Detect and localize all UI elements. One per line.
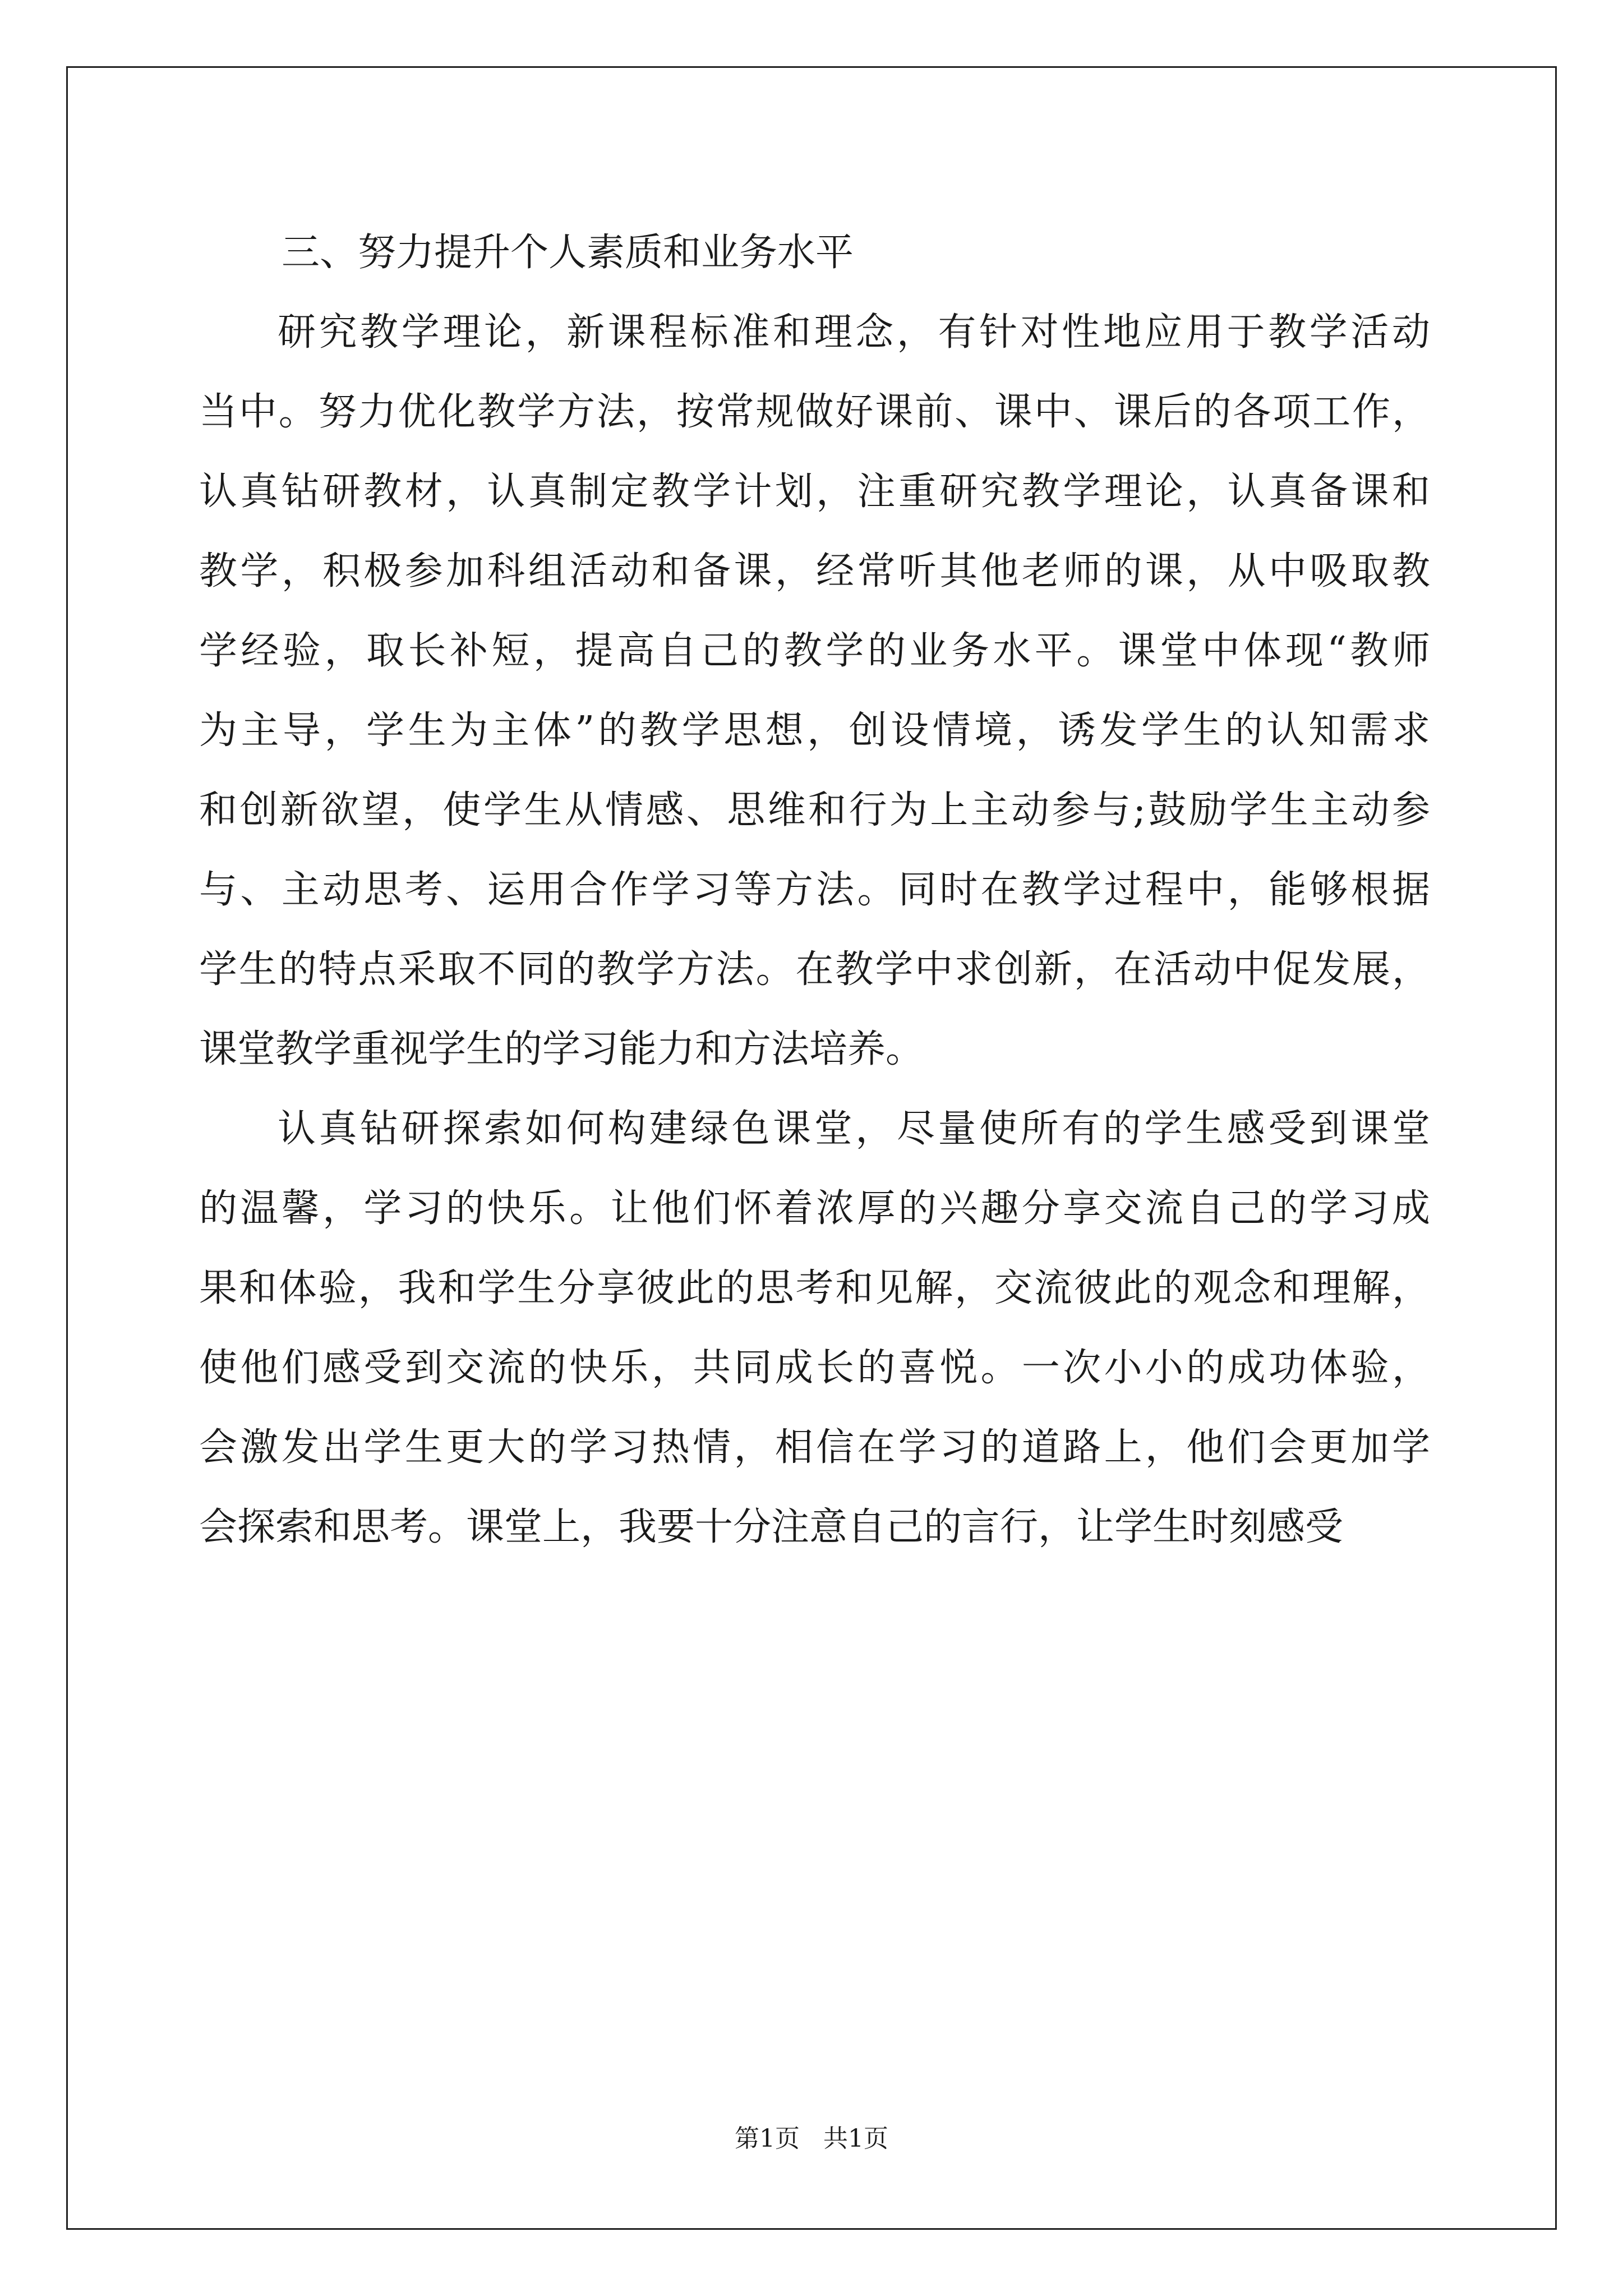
paragraph-line: 学生的特点采取不同的教学方法。在教学中求创新，在活动中促发展， — [199, 947, 1430, 992]
paragraph-line: 与、主动思考、运用合作学习等方法。同时在教学过程中，能够根据 — [199, 868, 1430, 912]
paragraph-line: 的温馨，学习的快乐。让他们怀着浓厚的兴趣分享交流自己的学习成 — [199, 1186, 1430, 1231]
paragraph-line: 研究教学理论，新课程标准和理念，有针对性地应用于教学活动 — [278, 310, 1430, 355]
document-body — [199, 213, 1430, 1567]
paragraph-line: 为主导，学生为主体”的教学思想，创设情境，诱发学生的认知需求 — [199, 708, 1430, 753]
paragraph-line: 使他们感受到交流的快乐，共同成长的喜悦。一次小小的成功体验， — [199, 1346, 1430, 1390]
paragraph-line: 课堂教学重视学生的学习能力和方法培养。 — [199, 1027, 924, 1071]
paragraph-line: 学经验，取长补短，提高自己的教学的业务水平。课堂中体现“教师 — [199, 629, 1430, 673]
paragraph-line: 会探索和思考。课堂上，我要十分注意自己的言行，让学生时刻感受 — [199, 1505, 1344, 1549]
paragraph-1 — [199, 293, 1430, 1089]
paragraph-2 — [199, 1089, 1430, 1567]
paragraph-line: 认真钻研教材，认真制定教学计划，注重研究教学理论，认真备课和 — [199, 470, 1430, 514]
paragraph-line: 当中。努力优化教学方法，按常规做好课前、课中、课后的各项工作， — [199, 390, 1430, 434]
paragraph-line: 教学，积极参加科组活动和备课，经常听其他老师的课，从中吸取教 — [199, 549, 1430, 593]
page-number-footer: 第1页 共1页 — [735, 2124, 888, 2153]
paragraph-line: 和创新欲望，使学生从情感、思维和行为上主动参与;鼓励学生主动参 — [199, 788, 1430, 832]
section-heading: 三、努力提升个人素质和业务水平 — [282, 231, 854, 275]
paragraph-line: 果和体验，我和学生分享彼此的思考和见解，交流彼此的观念和理解， — [199, 1266, 1430, 1310]
paragraph-line: 认真钻研探索如何构建绿色课堂，尽量使所有的学生感受到课堂 — [278, 1107, 1430, 1151]
paragraph-line: 会激发出学生更大的学习热情，相信在学习的道路上，他们会更加学 — [199, 1425, 1430, 1470]
